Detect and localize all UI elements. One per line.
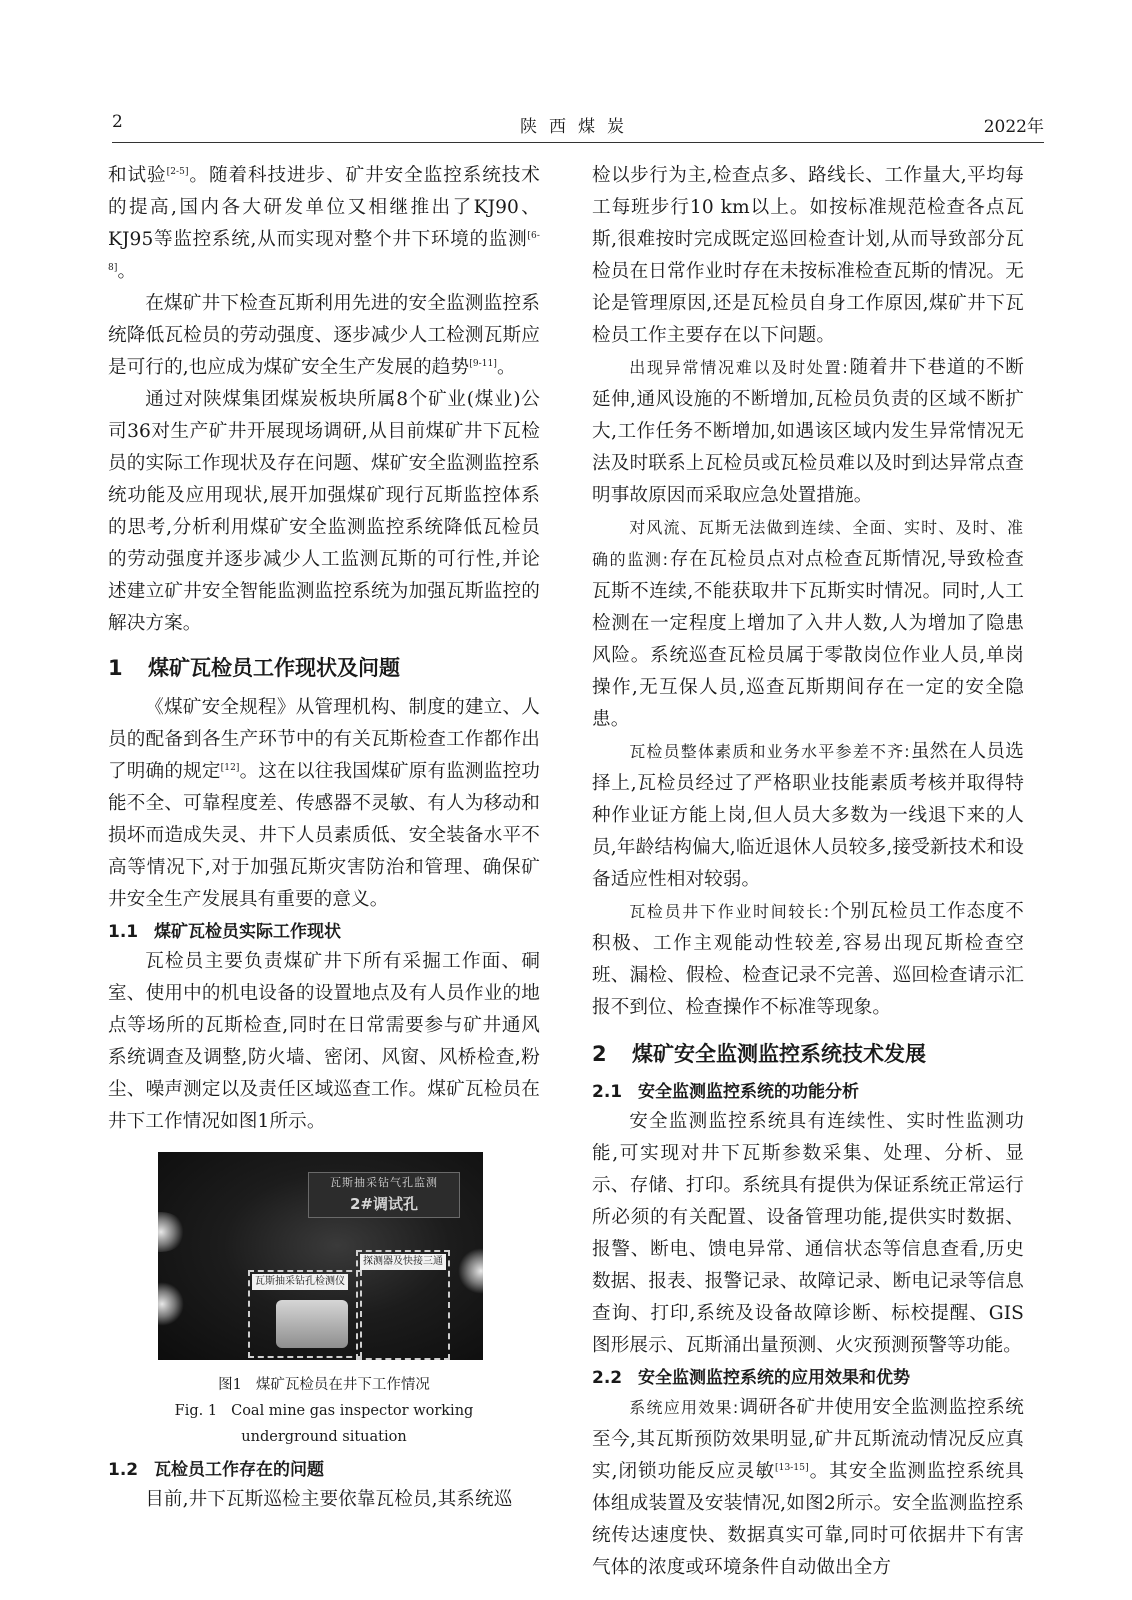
figure-caption-en-line2: underground situation [241, 1429, 407, 1445]
paragraph-lead: 系统应用效果: [629, 1398, 740, 1417]
paragraph: 和试验[2-5]。随着科技进步、矿井安全监控系统技术的提高,国内各大研发单位又相继推出了KJ90、KJ95等监控系统,从而实现对整个井下环境的监测[6-8]。 [108, 165, 540, 282]
paragraph: 通过对陕煤集团煤炭板块所属8个矿业(煤业)公司36对生产矿井开展现场调研,从目前煤矿井下瓦检员的实际工作现状及存在问题、煤矿安全监测监控系统功能及应用现状,展开加强煤矿现行瓦斯监控体系的思考,分析利用煤矿安全监测监控系统降低瓦检员的劳动强度并逐步减少人工监测瓦斯的可行性,并论述建立矿井安全智能监测监控系统为加强瓦斯监控的解决方案。 [108, 389, 540, 634]
box-label: 瓦斯抽采钻孔检测仪 [252, 1274, 348, 1290]
paragraph: 瓦检员井下作业时间较长:个别瓦检员工作态度不积极、工作主观能动性较差,容易出现瓦斯检查空班、漏检、假检、检查记录不完善、巡回检查请示汇报不到位、检查操作不标准等现象。 [592, 901, 1024, 1018]
journal-year: 2022年 [983, 117, 1044, 137]
borehole-sign: 瓦斯抽采钻气孔监测 2#调试孔 [308, 1172, 460, 1218]
section-heading-1-1: 1.1 煤矿瓦检员实际工作现状 [108, 922, 341, 942]
paragraph: 检以步行为主,检查点多、路线长、工作量大,平均每工每班步行10 km以上。如按标准规范检查各点瓦斯,很难按时完成既定巡回检查计划,从而导致部分瓦检员在日常作业时存在未按标准检查瓦斯的情况。无论是管理原因,还是瓦检员自身工作原因,煤矿井下瓦检员工作主要存在以下问题。 [592, 165, 1024, 346]
citation: [13-15] [775, 1462, 809, 1473]
paragraph-lead: 出现异常情况难以及时处置: [629, 358, 849, 377]
section-heading-1-2: 1.2 瓦检员工作存在的问题 [108, 1460, 324, 1480]
light-glow [458, 1248, 483, 1294]
detector-device [276, 1300, 348, 1348]
citation: [12] [220, 762, 240, 773]
citation: [2-5] [166, 166, 189, 177]
section-heading-2-1: 2.1 安全监测监控系统的功能分析 [592, 1082, 859, 1102]
paragraph: 《煤矿安全规程》从管理机构、制度的建立、人员的配备到各生产环节中的有关瓦斯检查工作都作出了明确的规定[12]。这在以往我国煤矿原有监测监控功能不全、可靠程度差、传感器不灵敏、有人为移动和损坏而造成失灵、井下人员素质低、安全装备水平不高等情况下,对于加强瓦斯灾害防治和管理、确保矿井安全生产发展具有重要的意义。 [108, 697, 540, 910]
left-column [108, 160, 540, 1516]
sensor-box [356, 1250, 450, 1360]
box-label: 探测器及快接三通 [360, 1254, 446, 1270]
citation: [6-8] [108, 230, 540, 273]
figure-caption-en: Fig. 1 Coal mine gas inspector working [174, 1403, 474, 1419]
right-column [592, 160, 1024, 1584]
paragraph: 瓦检员整体素质和业务水平参差不齐:虽然在人员选择上,瓦检员经过了严格职业技能素质考核并取得特种作业证方能上岗,但人员大多数为一线退下来的人员,年龄结构偏大,临近退休人员较多,接受新技术和设备适应性相对较弱。 [592, 741, 1024, 890]
section-heading-2: 2 煤矿安全监测监控系统技术发展 [592, 1042, 926, 1066]
paragraph: 瓦检员主要负责煤矿井下所有采掘工作面、硐室、使用中的机电设备的设置地点及有人员作业的地点等场所的瓦斯检查,同时在日常需要参与矿井通风系统调查及调整,防火墙、密闭、风窗、风桥检查,粉尘、噪声测定以及责任区域巡查工作。煤矿瓦检员在井下工作情况如图1所示。 [108, 951, 540, 1132]
figure-caption-zh: 图1 煤矿瓦检员在井下工作情况 [218, 1377, 430, 1393]
section-heading-1: 1 煤矿瓦检员工作现状及问题 [108, 656, 400, 680]
journal-name: 陕西煤炭 [520, 117, 636, 137]
light-glow [158, 1282, 184, 1326]
paragraph-lead: 对风流、瓦斯无法做到连续、全面、实时、及时、准确的监测: [592, 518, 1024, 569]
underground-photo [158, 1152, 483, 1360]
paragraph-lead: 瓦检员井下作业时间较长: [629, 902, 831, 921]
paragraph: 对风流、瓦斯无法做到连续、全面、实时、及时、准确的监测:存在瓦检员点对点检查瓦斯情况,导致检查瓦斯不连续,不能获取井下瓦斯实时情况。同时,人工检测在一定程度上增加了入井人数,人为增加了隐患风险。系统巡查瓦检员属于零散岗位作业人员,单岗操作,无互保人员,巡查瓦斯期间存在一定的安全隐患。 [592, 518, 1024, 730]
running-header [112, 112, 1044, 143]
paragraph: 安全监测监控系统具有连续性、实时性监测功能,可实现对井下瓦斯参数采集、处理、分析、显示、存储、打印。系统具有提供为保证系统正常运行所必须的有关配置、设备管理功能,提供实时数据、报警、断电、馈电异常、通信状态等信息查看,历史数据、报表、报警记录、故障记录、断电记录等信息查询、打印,系统及设备故障诊断、标校提醒、GIS图形展示、瓦斯涌出量预测、火灾预测预警等功能。 [592, 1111, 1024, 1356]
paragraph: 系统应用效果:调研各矿井使用安全监测监控系统至今,其瓦斯预防效果明显,矿井瓦斯流动情况反应真实,闭锁功能反应灵敏[13-15]。其安全监测监控系统具体组成装置及安装情况,如图2所示。安全监测监控系统传达速度快、数据真实可靠,同时可依据井下有害气体的浓度或环境条件自动做出全方 [592, 1397, 1024, 1578]
paragraph: 目前,井下瓦斯巡检主要依靠瓦检员,其系统巡 [145, 1489, 513, 1510]
citation: [9-11] [469, 358, 498, 369]
paragraph: 在煤矿井下检查瓦斯利用先进的安全监测监控系统降低瓦检员的劳动强度、逐步减少人工检测瓦斯应是可行的,也应成为煤矿安全生产发展的趋势[9-11]。 [108, 293, 540, 378]
figure-1 [108, 1152, 540, 1360]
light-glow [158, 1212, 186, 1252]
section-heading-2-2: 2.2 安全监测监控系统的应用效果和优势 [592, 1368, 910, 1388]
page-number: 2 [112, 112, 123, 132]
paragraph: 出现异常情况难以及时处置:随着井下巷道的不断延伸,通风设施的不断增加,瓦检员负责的区域不断扩大,工作任务不断增加,如遇该区域内发生异常情况无法及时联系上瓦检员或瓦检员难以及时到达异常点查明事故原因而采取应急处置措施。 [592, 357, 1024, 506]
paragraph-lead: 瓦检员整体素质和业务水平参差不齐: [629, 742, 911, 761]
